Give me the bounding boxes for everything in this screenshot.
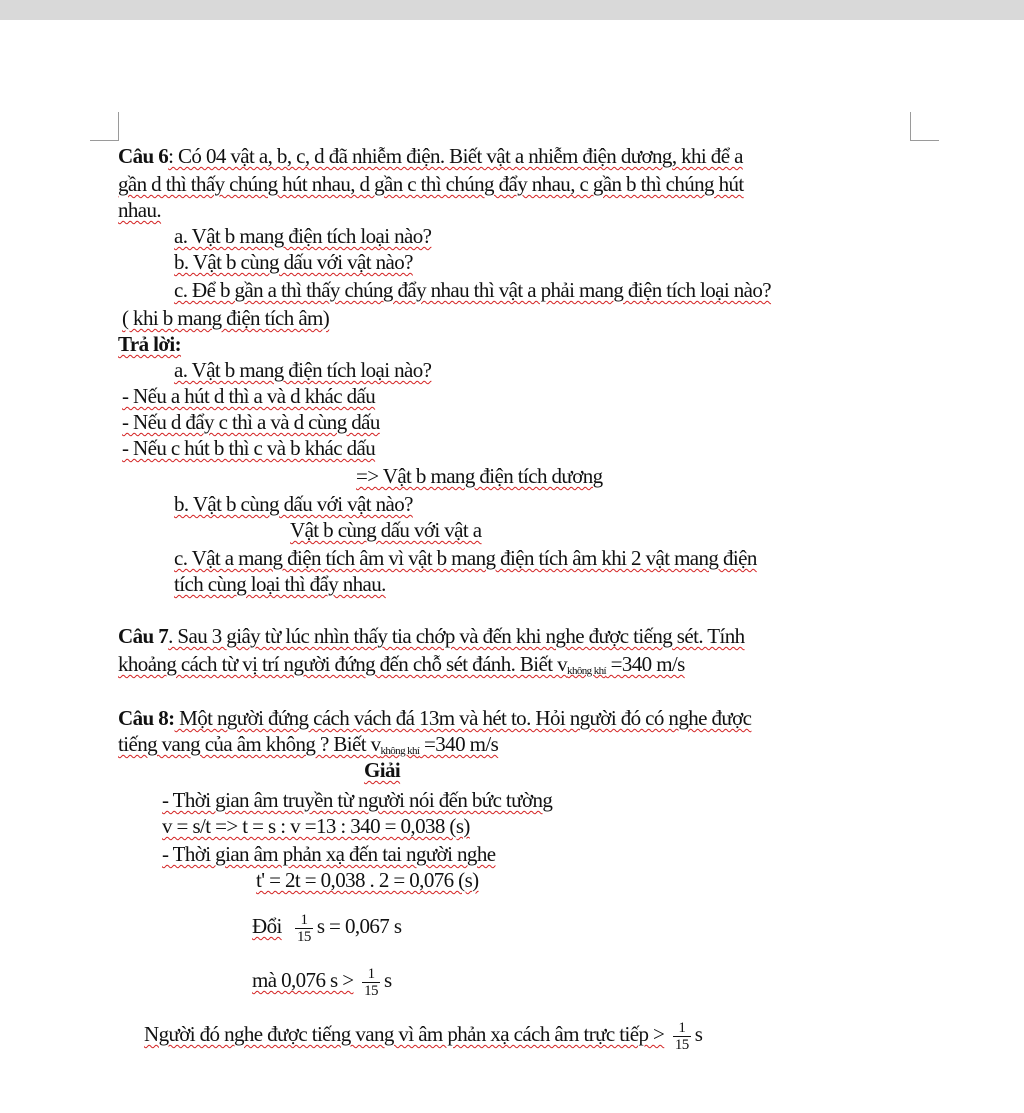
q7-line-1-text: . Sau 3 giây từ lúc nhìn thấy tia chớp và đến khi nghe được tiếng sét. Tính: [168, 624, 745, 648]
q7-line-2: [118, 652, 685, 683]
q8-solution-step-3: - Thời gian âm phản xạ đến tai người nghe: [162, 842, 496, 866]
q8-line-1: [118, 706, 751, 730]
q6-line-2: gần d thì thấy chúng hút nhau, d gần c thì chúng đẩy nhau, c gần b thì chúng hút: [118, 172, 744, 196]
fraction-denominator: 15: [364, 982, 378, 999]
document-page: [0, 20, 1024, 1113]
q8-conclusion-unit: s: [694, 1022, 703, 1046]
q6-answer-label: Trả lời:: [118, 332, 182, 356]
q6-question-c: c. Để b gần a thì thấy chúng đẩy nhau thì vật a phải mang điện tích loại nào?: [174, 278, 772, 302]
fraction-one-fifteenth: [673, 1020, 691, 1053]
q7-label: Câu 7: [118, 624, 169, 648]
fraction-denominator: 15: [297, 928, 311, 945]
q8-conversion: [252, 906, 401, 946]
crop-mark-top-left: [90, 112, 119, 141]
q8-velocity-subscript: không khí: [380, 745, 420, 757]
q8-conclusion-text: Người đó nghe được tiếng vang vì âm phản xạ cách âm trực tiếp >: [144, 1022, 665, 1046]
fraction-denominator: 15: [674, 1036, 689, 1053]
q8-line-2: [118, 732, 498, 763]
q6-answer-a-step-3: - Nếu c hút b thì c và b khác dấu: [122, 436, 376, 460]
fraction-numerator: 1: [673, 1020, 691, 1037]
q6-answer-a-question: a. Vật b mang điện tích loại nào?: [174, 358, 432, 382]
q6-answer-c-line-1: c. Vật a mang điện tích âm vì vật b mang điện tích âm khi 2 vật mang điện: [174, 546, 757, 570]
q8-conversion-value: s = 0,067 s: [316, 914, 402, 938]
crop-mark-top-right: [910, 112, 939, 141]
window-top-bar: [0, 0, 1024, 20]
q6-answer-a-step-1: - Nếu a hút d thì a và d khác dấu: [122, 384, 376, 408]
q8-line-2-text: tiếng vang của âm không ? Biết v: [118, 732, 381, 756]
q8-solution-step-1: - Thời gian âm truyền từ người nói đến bức tường: [162, 788, 553, 812]
q7-line-1: [118, 624, 745, 648]
q8-label: Câu 8:: [118, 706, 175, 730]
q8-solution-step-4: t' = 2t = 0,038 . 2 = 0,076 (s): [256, 868, 479, 892]
q7-velocity-value: =340 m/s: [605, 652, 685, 676]
q6-question-c-note: ( khi b mang điện tích âm): [122, 306, 330, 330]
q8-comparison-unit: s: [383, 968, 392, 992]
q6-answer-b-question: b. Vật b cùng dấu với vật nào?: [174, 492, 413, 516]
q8-conversion-word: Đổi: [252, 914, 282, 938]
fraction-numerator: 1: [295, 912, 313, 929]
q6-answer-c-line-2: tích cùng loại thì đẩy nhau.: [174, 572, 386, 596]
fraction-numerator: 1: [362, 966, 380, 983]
q6-line-3: nhau.: [118, 198, 162, 222]
fraction-one-fifteenth: [295, 912, 313, 945]
q8-comparison: [252, 960, 392, 1000]
q6-answer-b: Vật b cùng dấu với vật a: [290, 518, 482, 542]
q6-answer-a-step-2: - Nếu d đẩy c thì a và d cùng dấu: [122, 410, 380, 434]
q6-question-a: a. Vật b mang điện tích loại nào?: [174, 224, 432, 248]
q6-line-1-text: : Có 04 vật a, b, c, d đã nhiễm điện. Biết vật a nhiễm điện dương, khi để a: [168, 144, 743, 168]
q6-answer-a-result: => Vật b mang điện tích dương: [356, 464, 603, 488]
q8-solution-step-2: v = s/t => t = s : v =13 : 340 = 0,038 (s): [162, 814, 470, 838]
q6-line-1: [118, 144, 743, 168]
q8-velocity-value: =340 m/s: [419, 732, 499, 756]
q8-line-1-text: Một người đứng cách vách đá 13m và hét to. Hỏi người đó có nghe được: [174, 706, 752, 730]
q8-conclusion: [144, 1014, 702, 1054]
q8-solution-title: Giải: [364, 758, 401, 782]
fraction-one-fifteenth: [362, 966, 380, 999]
q7-velocity-subscript: không khí: [567, 665, 606, 677]
q6-label: Câu 6: [118, 144, 169, 168]
q8-comparison-text: mà 0,076 s >: [252, 968, 354, 992]
q6-question-b: b. Vật b cùng dấu với vật nào?: [174, 250, 413, 274]
q7-line-2-text: khoảng cách từ vị trí người đứng đến chỗ sét đánh. Biết v: [118, 652, 568, 676]
